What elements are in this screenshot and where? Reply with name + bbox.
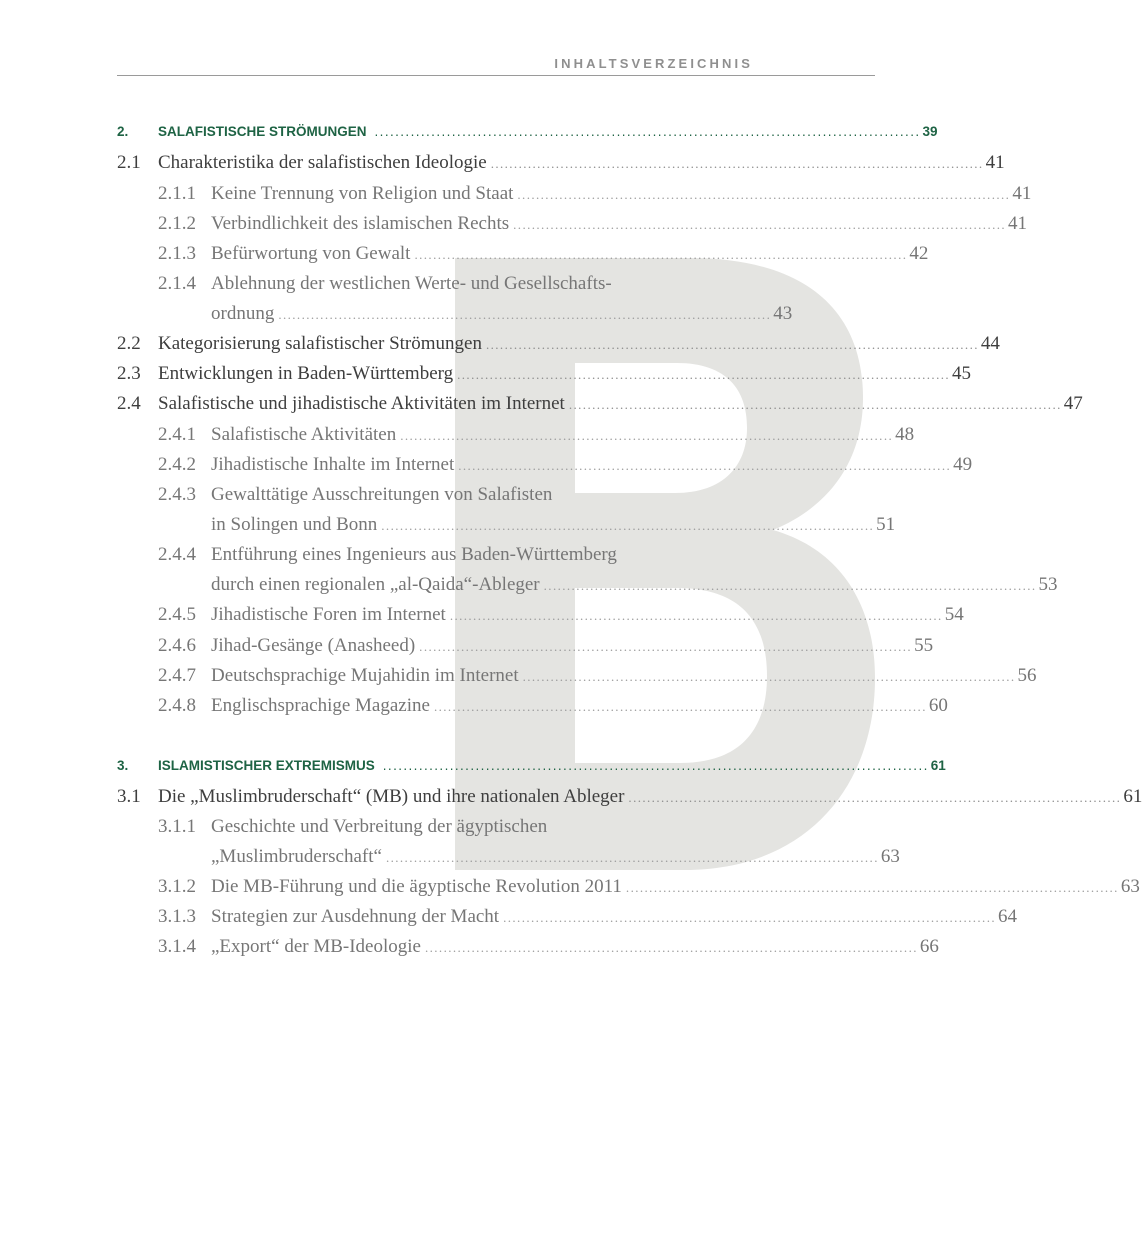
toc-entry-2-4-2[interactable] [117,454,973,475]
toc-leader: .......................................................................................................... [381,518,875,533]
toc-entry-2-4[interactable] [117,393,1083,414]
toc-number: 2.1.1 [158,183,196,204]
toc-number: 2.3 [117,363,141,384]
toc-entry-2-1-3[interactable] [117,243,929,264]
toc-leader: .......................................................................................................... [382,758,929,773]
toc-entry-2-4-6[interactable] [117,635,934,656]
toc-leader: .......................................................................................................... [457,367,951,382]
toc-entry-2-3[interactable] [117,363,972,384]
toc-title: Englischsprachige Magazine [211,695,430,716]
toc-leader: .......................................................................................................... [568,397,1062,412]
toc-entry-3-1[interactable] [117,786,1142,807]
toc-page: 63 [880,846,900,867]
toc-title: ISLAMISTISCHER EXTREMISMUS [158,758,375,773]
toc-number: 2.2 [117,333,141,354]
toc-page: 39 [922,124,938,139]
toc-number: 3.1.1 [158,816,196,837]
toc-entry-2-1-4-continued[interactable] [117,303,793,324]
toc-entry-2-4-7[interactable] [117,665,1037,686]
toc-chapter-3[interactable] [117,758,946,773]
toc-number: 3.1.4 [158,936,196,957]
toc-title: Jihad-Gesänge (Anasheed) [211,635,416,656]
toc-leader: .......................................................................................................... [513,217,1007,232]
toc-entry-2-4-3[interactable] [117,485,749,504]
toc-leader: .......................................................................................................... [433,699,927,714]
toc-page: 56 [1017,665,1037,686]
toc-entry-2-2[interactable] [117,333,1000,354]
toc-entry-2-1-1[interactable] [117,183,1032,204]
toc-page: 42 [909,243,929,264]
toc-leader: .......................................................................................................... [625,880,1119,895]
toc-page: 66 [919,936,939,957]
toc-number: 2.4.1 [158,424,196,445]
toc-entry-2-4-4-continued[interactable] [117,574,1058,595]
toc-leader: .......................................................................................................... [424,940,918,955]
toc-page: 64 [998,906,1017,927]
toc-leader: .......................................................................................................... [628,790,1122,805]
toc-leader: .......................................................................................................... [385,850,879,865]
toc-number: 2.4.5 [158,604,196,625]
toc-page: 51 [876,514,896,535]
toc-number: 2.4.4 [158,544,196,565]
toc-entry-2-1-2[interactable] [117,213,1028,234]
toc-title: Salafistische und jihadistische Aktivitäten im Internet [158,393,565,414]
toc-title: Die MB-Führung und die ägyptische Revolution 2011 [211,876,622,897]
toc-page: 55 [914,635,934,656]
toc-number: 2.4.8 [158,695,196,716]
toc-leader: .......................................................................................................... [543,578,1037,593]
toc-title: Kategorisierung salafistischer Strömungen [158,333,482,354]
toc-page: 44 [980,333,1000,354]
toc-entry-3-1-2[interactable] [117,876,1140,897]
toc-page: 54 [944,604,964,625]
toc-title: Jihadistische Foren im Internet [211,604,446,625]
toc-page: 41 [985,152,1005,173]
toc-title: Die „Muslimbruderschaft“ (MB) und ihre nationalen Ableger [158,786,625,807]
toc-title-line-1: Geschichte und Verbreitung der ägyptischen [211,816,548,837]
toc-entry-3-1-3[interactable] [117,906,1017,927]
toc-title-line-1: Entführung eines Ingenieurs aus Baden-Württemberg [211,544,617,565]
toc-title: Strategien zur Ausdehnung der Macht [211,906,500,927]
toc-title-line-2: in Solingen und Bonn [211,514,378,535]
toc-number: 2.4.2 [158,454,196,475]
toc-number: 2.4.7 [158,665,196,686]
toc-title-line-1: Gewalttätige Ausschreitungen von Salafisten [211,484,553,505]
toc-number: 2.1.4 [158,273,196,294]
toc-entry-2-1-4[interactable] [117,274,749,293]
toc-entry-2-4-8[interactable] [117,695,948,716]
toc-title: Befürwortung von Gewalt [211,243,411,264]
toc-leader: .......................................................................................................... [400,428,894,443]
toc-title: „Export“ der MB-Ideologie [211,936,421,957]
toc-page: 41 [1012,183,1032,204]
toc-title-line-2: durch einen regionalen „al-Qaida“-Ableger [211,574,540,595]
toc-page: 49 [953,454,973,475]
toc-leader: .......................................................................................................... [449,608,943,623]
toc-leader: .......................................................................................................... [490,156,984,171]
toc-title: Salafistische Aktivitäten [211,424,397,445]
toc-entry-2-4-3-continued[interactable] [117,514,896,535]
toc-page: 61 [930,758,946,773]
toc-number: 3.1.3 [158,906,196,927]
toc-number: 3.1 [117,786,141,807]
header-rule [117,75,875,76]
toc-number: 2. [117,124,129,139]
toc-leader: .......................................................................................................... [414,247,908,262]
toc-page: 47 [1063,393,1083,414]
toc-page: 48 [895,424,915,445]
toc-page: 43 [773,303,793,324]
toc-number: 3.1.2 [158,876,196,897]
toc-leader: .......................................................................................................... [503,910,996,925]
toc-title-line-2: ordnung [211,303,275,324]
toc-chapter-2[interactable] [117,124,938,139]
toc-leader: .......................................................................................................... [374,124,921,139]
toc-page: 61 [1123,786,1142,807]
toc-number: 2.1 [117,152,141,173]
toc-title: SALAFISTISCHE STRÖMUNGEN [158,124,367,139]
toc-entry-2-4-1[interactable] [117,424,915,445]
toc-entry-3-1-1-continued[interactable] [117,846,900,867]
toc-page: 60 [928,695,948,716]
toc-title: Deutschsprachige Mujahidin im Internet [211,665,519,686]
toc-number: 2.4.3 [158,484,196,505]
toc-leader: .......................................................................................................... [278,307,772,322]
toc-page: 41 [1008,213,1028,234]
toc-title: Keine Trennung von Religion und Staat [211,183,514,204]
toc-number: 2.1.2 [158,213,196,234]
toc-leader: .......................................................................................................... [522,669,1016,684]
toc-number: 2.4.6 [158,635,196,656]
toc-entry-2-4-4[interactable] [117,545,749,564]
toc-title-line-2: „Muslimbruderschaft“ [211,846,382,867]
toc-entry-3-1-1[interactable] [117,817,749,836]
toc-entry-2-1[interactable] [117,152,1005,173]
toc-leader: .......................................................................................................... [517,187,1011,202]
running-header: INHALTSVERZEICHNIS [554,56,753,71]
toc-title: Charakteristika der salafistischen Ideologie [158,152,487,173]
toc-title: Verbindlichkeit des islamischen Rechts [211,213,510,234]
toc-number: 2.4 [117,393,141,414]
toc-page: 53 [1038,574,1058,595]
toc-leader: .......................................................................................................... [419,639,913,654]
toc-number: 2.1.3 [158,243,196,264]
toc-page: 45 [952,363,972,384]
toc-entry-3-1-4[interactable] [117,936,939,957]
toc-leader: .......................................................................................................... [458,458,952,473]
toc-title-line-1: Ablehnung der westlichen Werte- und Gesellschafts- [211,273,612,294]
toc-entry-2-4-5[interactable] [117,604,964,625]
toc-number: 3. [117,758,129,773]
toc-page: 63 [1120,876,1140,897]
toc-leader: .......................................................................................................... [485,337,979,352]
toc-title: Jihadistische Inhalte im Internet [211,454,455,475]
toc-title: Entwicklungen in Baden-Württemberg [158,363,454,384]
